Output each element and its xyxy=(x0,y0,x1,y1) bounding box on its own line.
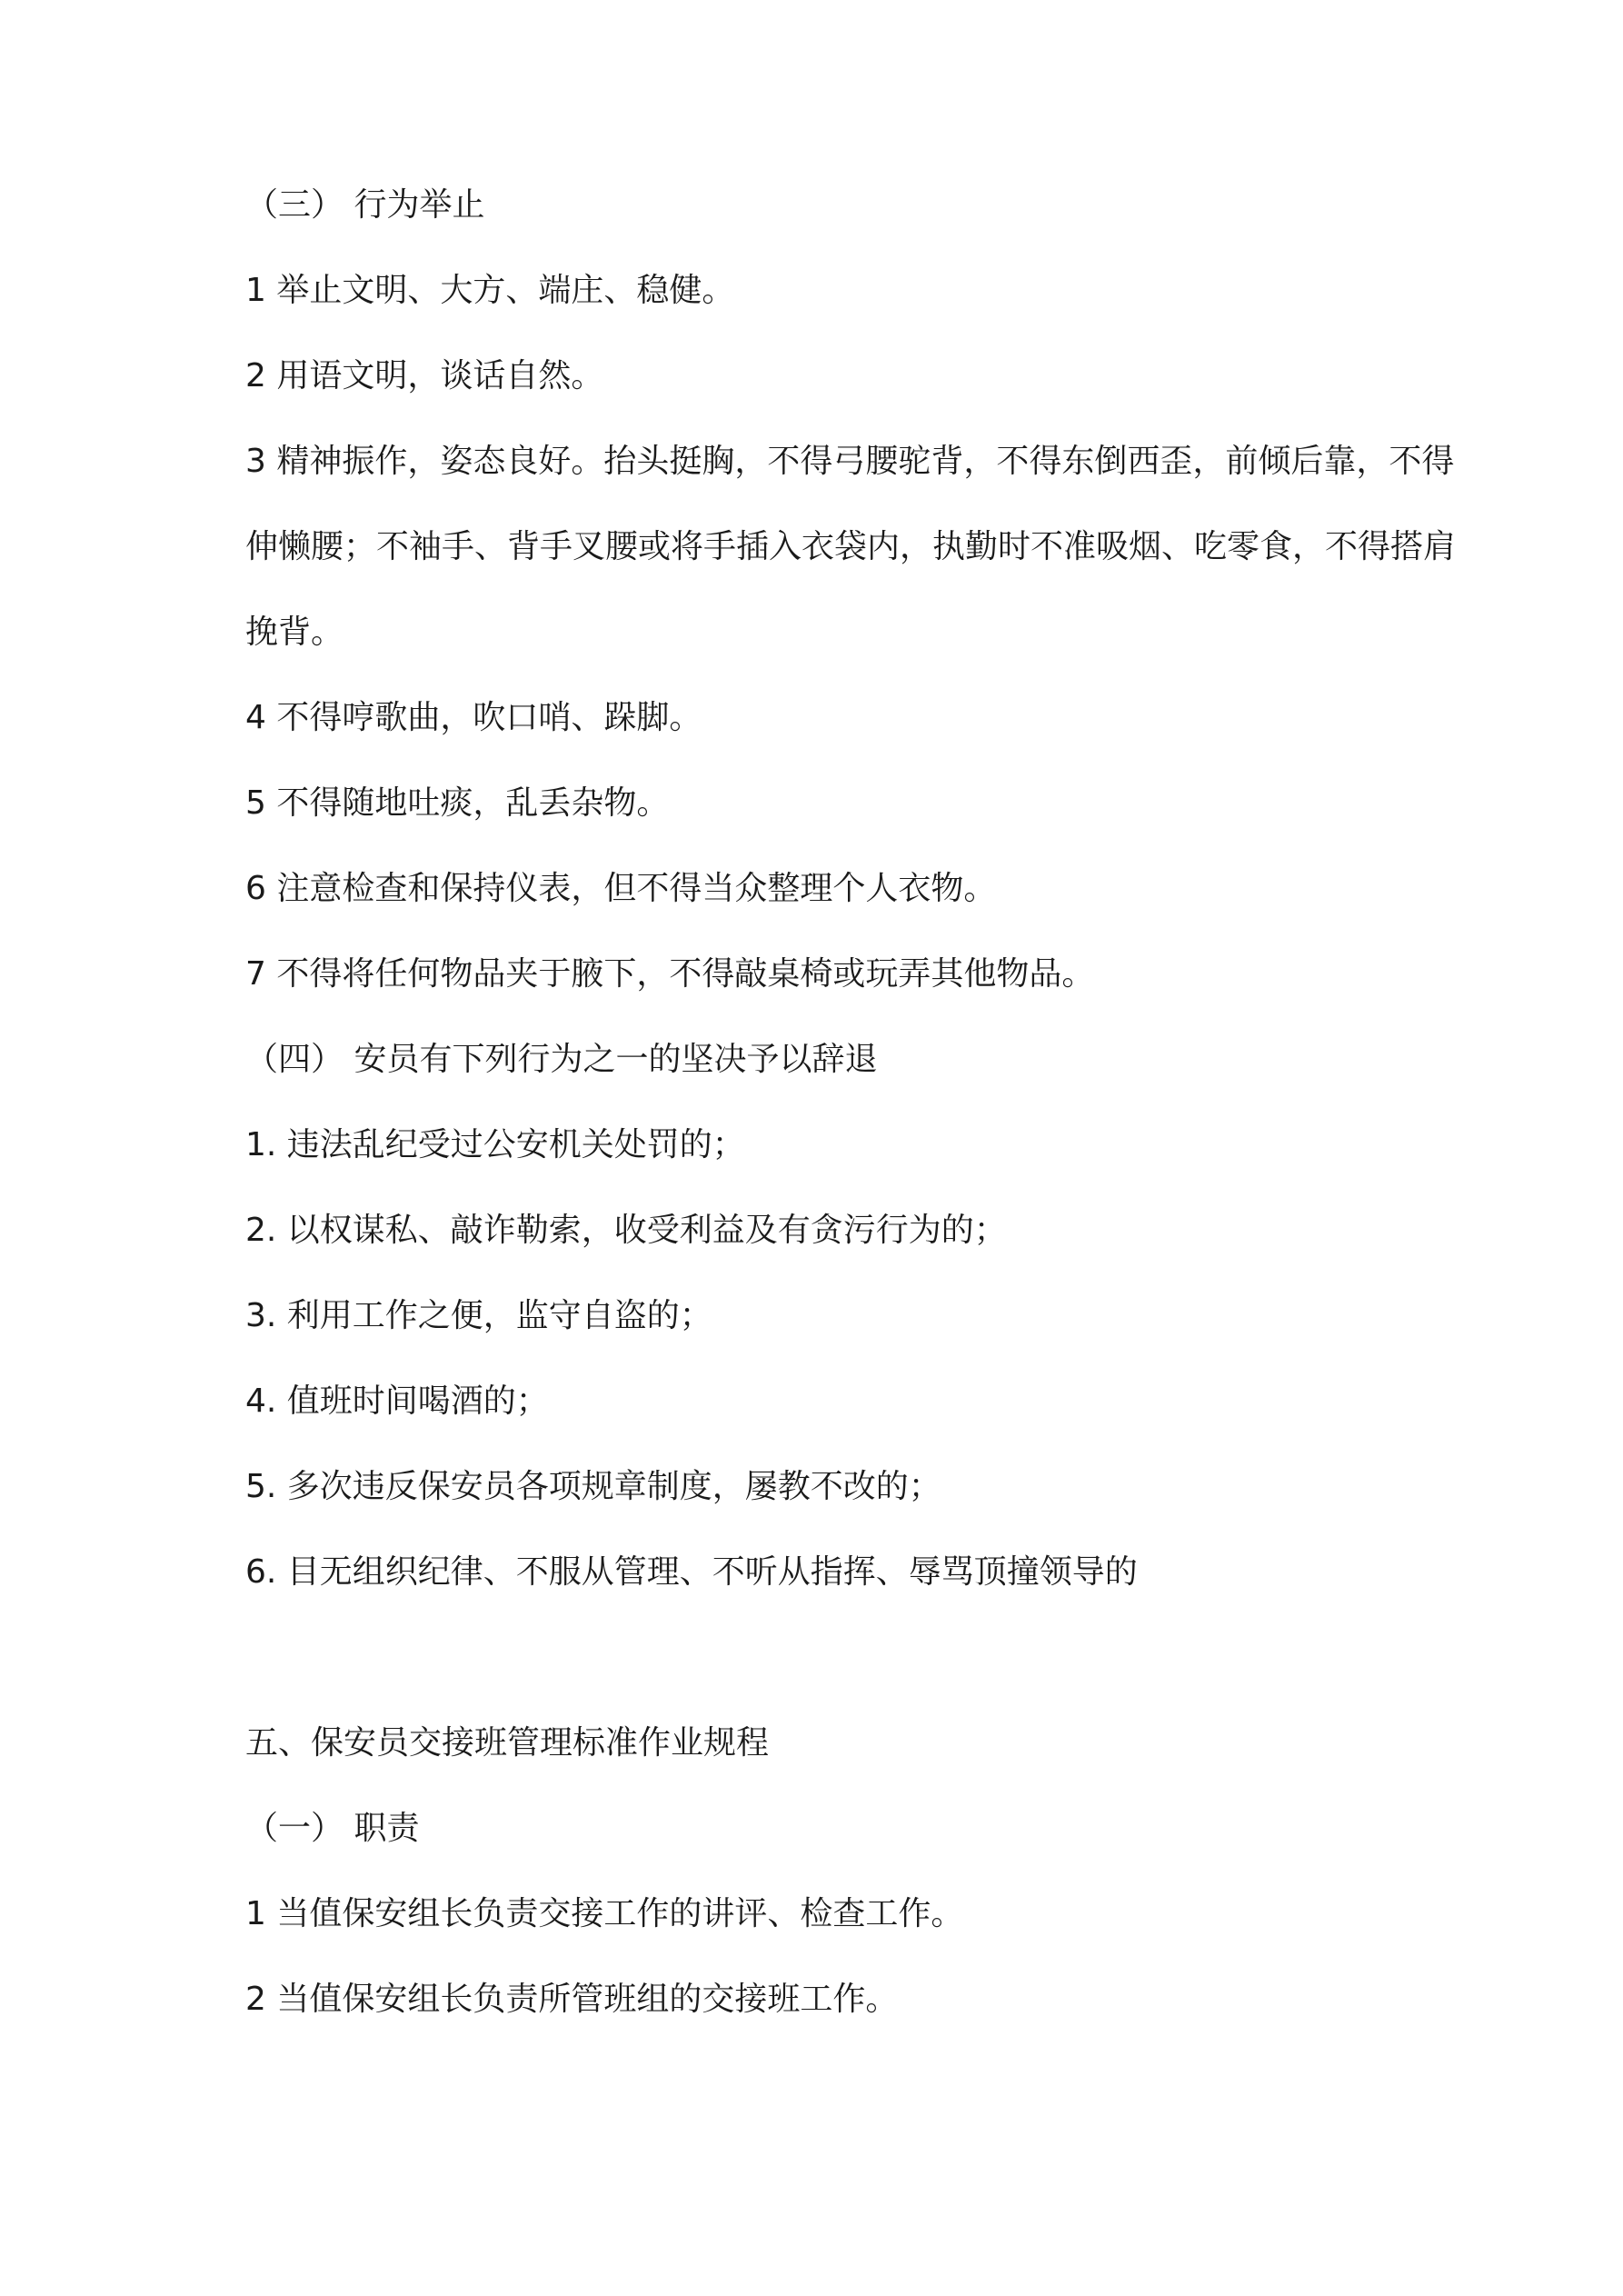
paragraph-item-3-line-3: 挽背。 xyxy=(245,614,344,651)
paragraph-item-7: 7 不得将任何物品夹于腋下，不得敲桌椅或玩弄其他物品。 xyxy=(245,955,1095,993)
section-heading-dismissal: （四） 安员有下列行为之一的坚决予以辞退 xyxy=(245,1041,878,1078)
paragraph-item-4: 4 不得哼歌曲，吹口哨、跺脚。 xyxy=(245,699,702,736)
section-heading-duties: （一） 职责 xyxy=(245,1810,420,1847)
paragraph-item-3-line-2: 伸懒腰；不袖手、背手叉腰或将手插入衣袋内，执勤时不准吸烟、吃零食，不得搭肩 xyxy=(245,528,1457,565)
paragraph-duty-2: 2 当值保安组长负责所管班组的交接班工作。 xyxy=(245,1981,899,2018)
section-heading-behavior: （三） 行为举止 xyxy=(245,186,485,224)
list-item-dismissal-1: 1. 违法乱纪受过公安机关处罚的； xyxy=(245,1126,745,1163)
list-item-dismissal-4: 4. 值班时间喝酒的； xyxy=(245,1383,549,1420)
paragraph-item-5: 5 不得随地吐痰，乱丢杂物。 xyxy=(245,784,670,822)
paragraph-item-1: 1 举止文明、大方、端庄、稳健。 xyxy=(245,272,735,309)
list-item-dismissal-5: 5. 多次违反保安员各项规章制度，屡教不改的； xyxy=(245,1468,941,1505)
paragraph-item-2: 2 用语文明，谈话自然。 xyxy=(245,357,604,394)
chapter-heading-shift-handover: 五、保安员交接班管理标准作业规程 xyxy=(245,1724,770,1762)
paragraph-item-6: 6 注意检查和保持仪表，但不得当众整理个人衣物。 xyxy=(245,870,997,907)
list-item-dismissal-6: 6. 目无组织纪律、不服从管理、不听从指挥、辱骂顶撞领导的 xyxy=(245,1553,1138,1591)
paragraph-duty-1: 1 当值保安组长负责交接工作的讲评、检查工作。 xyxy=(245,1895,964,1932)
paragraph-item-3-line-1: 3 精神振作，姿态良好。抬头挺胸，不得弓腰驼背，不得东倒西歪，前倾后靠，不得 xyxy=(245,443,1455,480)
list-item-dismissal-2: 2. 以权谋私、敲诈勒索，收受利益及有贪污行为的； xyxy=(245,1212,1007,1249)
list-item-dismissal-3: 3. 利用工作之便，监守自盗的； xyxy=(245,1297,712,1334)
